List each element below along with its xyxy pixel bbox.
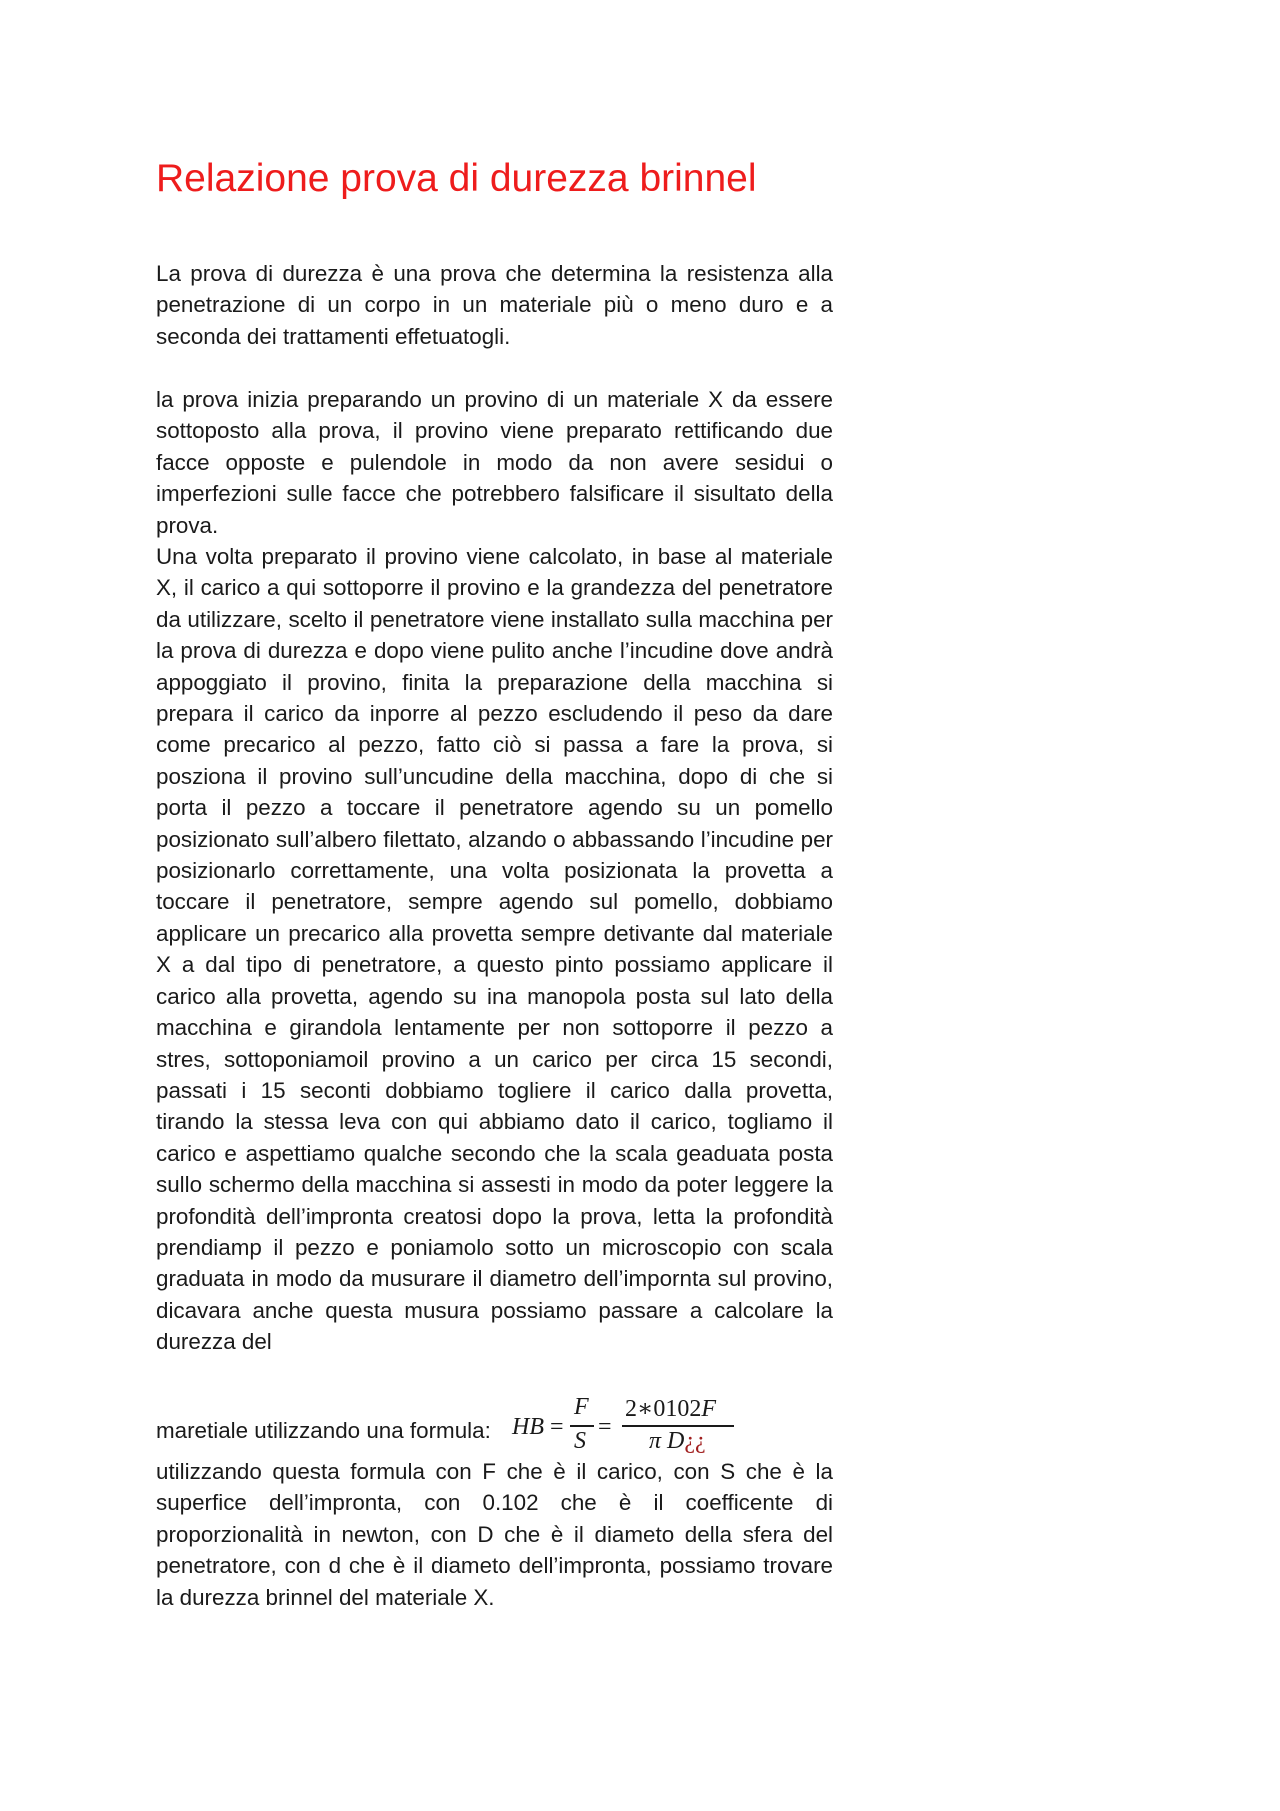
formula-fraction2-bar — [622, 1425, 734, 1427]
paragraph-conclusion: utilizzando questa formula con F che è il carico, con S che è la superfice dell’impronta, con 0.102 che è il coefficente di proporzionalità in newton, con D che è il diameto della sfera del penetratore, con d che è il diameto dell’impronta, possiamo trovare la durezza brinnel del materiale X. — [156, 1459, 833, 1610]
formula-load-variable: F — [701, 1396, 716, 1422]
formula-fraction1-denominator: S — [574, 1428, 586, 1454]
formula-fraction1-numerator: F — [574, 1394, 589, 1420]
formula-lhs: HB — [512, 1414, 544, 1440]
formula-pi-d: π D — [649, 1428, 685, 1454]
paragraph-intro: La prova di durezza è una prova che determina la resistenza alla penetrazione di un corpo in un materiale più o meno duro e a seconda dei trattamenti effetuatogli. — [156, 261, 833, 349]
formula-fraction1-bar — [570, 1425, 594, 1427]
formula-coefficient: 2∗0102 — [625, 1396, 702, 1422]
formula-fraction2-numerator — [625, 1394, 716, 1423]
paragraph-preparation: la prova inizia preparando un provino di un materiale X da essere sottoposto alla prova, il provino viene preparato rettificando due facce opposte e pulendole in modo da non avere sesidui o imperfezioni sulle facce che potrebbero falsificare il sisultato della prova. — [156, 387, 833, 538]
document-title: Relazione prova di durezza brinnel — [156, 157, 757, 200]
formula-fraction2-denominator — [649, 1428, 706, 1455]
formula-equals-2: = — [598, 1414, 612, 1440]
paragraph-procedure: Una volta preparato il provino viene calcolato, in base al materiale X, il carico a qui sottoporre il provino e la grandezza del penetratore da utilizzare, scelto il penetratore viene installato sulla macchina per la prova di durezza e dopo viene pulito anche l’incudine dove andrà appoggiato il provino, finita la preparazione della macchina si prepara il carico da inporre al pezzo escludendo il peso da dare come precarico al pezzo, fatto ciò si passa a fare la prova, si posziona il provino sull’uncudine della macchina, dopo di che si porta il pezzo a toccare il penetratore agendo su un pomello posizionato sull’albero filettato, alzando o abbassando l’incudine per posizionarlo correttamente, una volta posizionata la provetta a toccare il penetratore, sempre agendo sul pomello, dobbiamo applicare un precarico alla provetta sempre detivante dal materiale X a dal tipo di penetratore, a questo pinto possiamo applicare il carico alla provetta, agendo su ina manopola posta sul lato della macchina e girandola lentamente per non sottoporre il pezzo a stres, sottoponiamoil provino a un carico per circa 15 secondi, passati i 15 seconti dobbiamo togliere il carico dalla provetta, tirando la stessa leva con qui abbiamo dato il carico, togliamo il carico e aspettiamo qualche secondo che la scala geaduata posta sullo schermo della macchina si assesti in modo da poter leggere la profondità dell’impronta creatosi dopo la prova, letta la profondità prendiamp il pezzo e poniamolo sotto un microscopio con scala graduata in modo da musurare il diametro dell’impornta sul provino, dicavara anche questa musura possiamo passare a calcolare la durezza del — [156, 544, 833, 1355]
formula-render-error-glyphs: ¿¿ — [684, 1428, 706, 1454]
formula-line — [156, 1394, 833, 1456]
formula-equals-1: = — [550, 1414, 564, 1440]
formula-lead-text: maretiale utilizzando una formula: — [156, 1418, 491, 1443]
